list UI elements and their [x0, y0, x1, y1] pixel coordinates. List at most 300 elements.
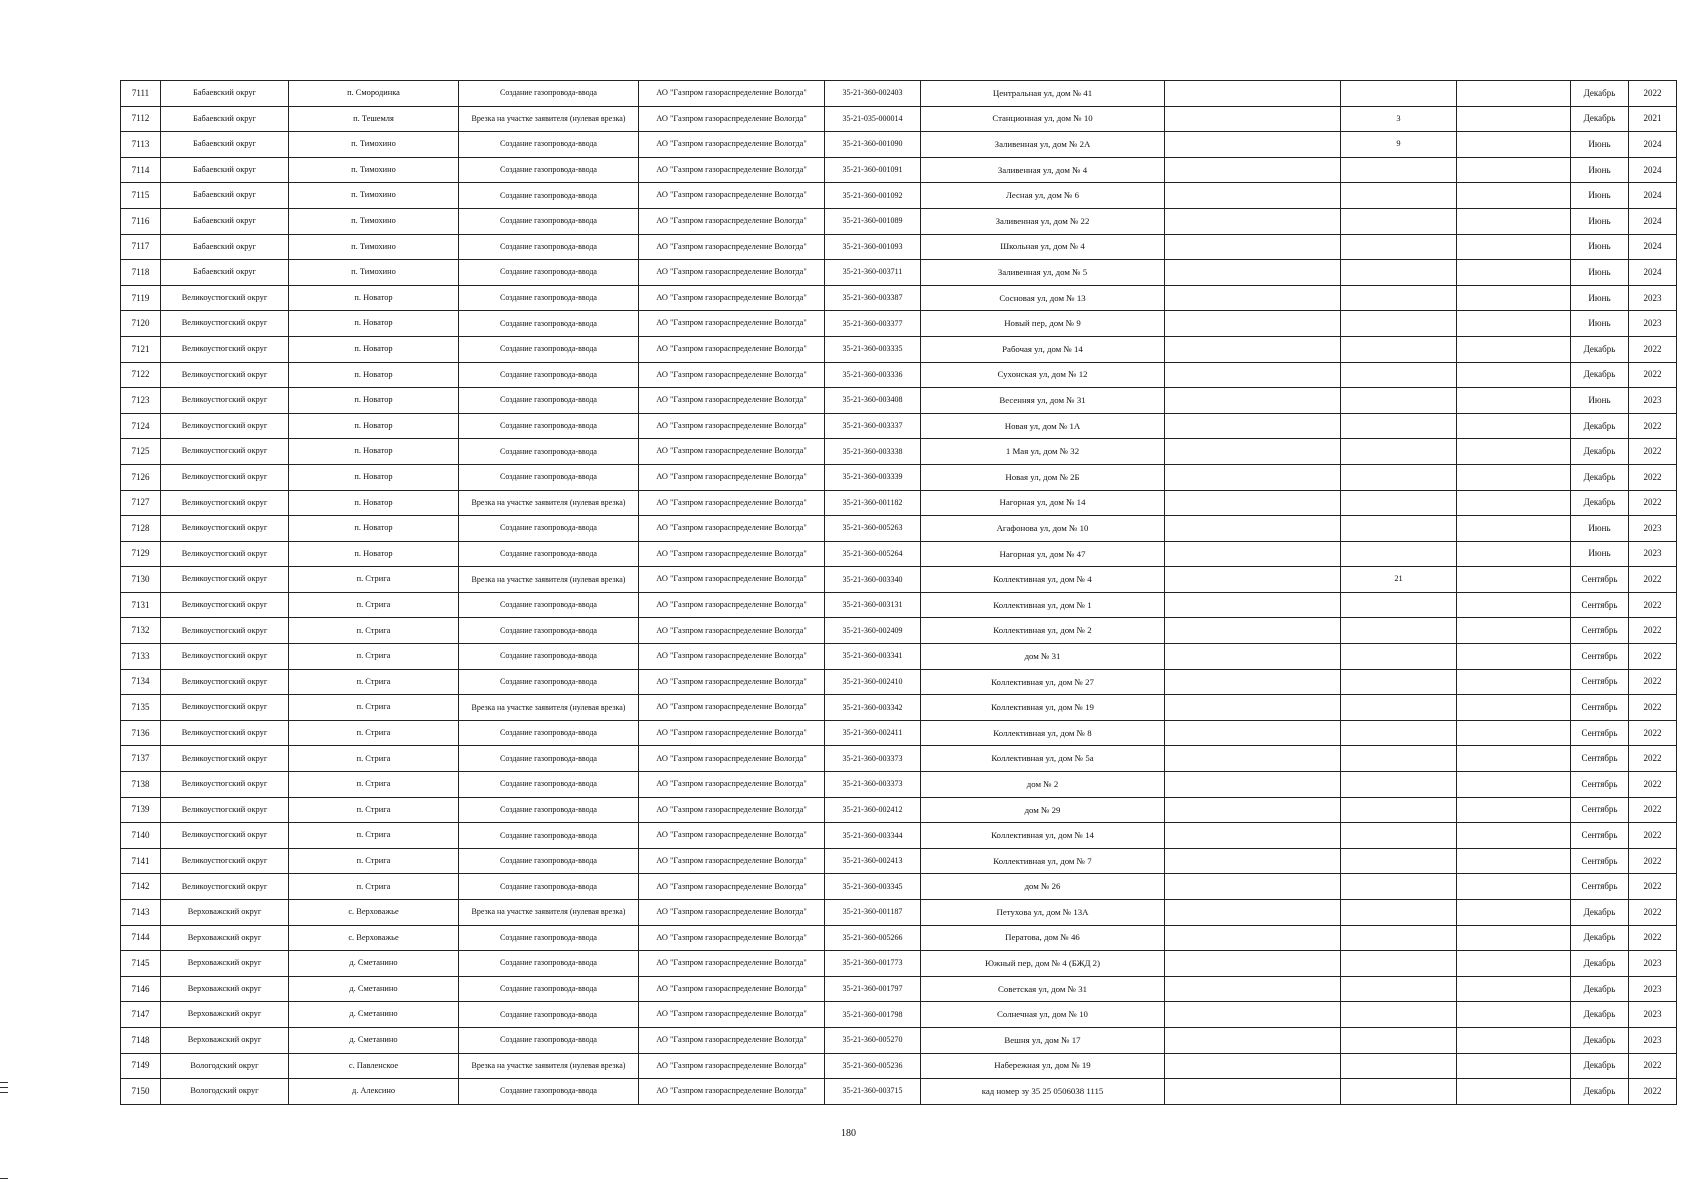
- table-row: [121, 1027, 1677, 1053]
- month-cell: Сентябрь: [1571, 772, 1629, 798]
- value-cell-1: [1165, 106, 1341, 132]
- value-cell-2: [1341, 848, 1457, 874]
- organization-cell: АО "Газпром газораспределение Вологда": [639, 81, 825, 107]
- table-row: [121, 592, 1677, 618]
- year-cell: 2024: [1629, 234, 1677, 260]
- object-code-cell: 35-21-360-003377: [825, 311, 921, 337]
- value-cell-3: [1457, 208, 1571, 234]
- settlement-cell: п. Стрига: [289, 848, 459, 874]
- table-row: [121, 132, 1677, 158]
- settlement-cell: п. Стрига: [289, 874, 459, 900]
- table-row: [121, 388, 1677, 414]
- month-cell: Июнь: [1571, 388, 1629, 414]
- district-cell: Вологодский округ: [161, 1079, 289, 1105]
- organization-cell: АО "Газпром газораспределение Вологда": [639, 260, 825, 286]
- settlement-cell: п. Новатор: [289, 311, 459, 337]
- value-cell-2: [1341, 157, 1457, 183]
- organization-cell: АО "Газпром газораспределение Вологда": [639, 720, 825, 746]
- table-row: [121, 106, 1677, 132]
- settlement-cell: п. Стрига: [289, 669, 459, 695]
- row-number: 7133: [121, 644, 161, 670]
- year-cell: 2022: [1629, 1053, 1677, 1079]
- work-type-cell: Создание газопровода-ввода: [459, 644, 639, 670]
- month-cell: Июнь: [1571, 157, 1629, 183]
- year-cell: 2022: [1629, 772, 1677, 798]
- organization-cell: АО "Газпром газораспределение Вологда": [639, 900, 825, 926]
- object-code-cell: 35-21-360-002411: [825, 720, 921, 746]
- address-cell: Коллективная ул, дом № 2: [921, 618, 1165, 644]
- value-cell-1: [1165, 772, 1341, 798]
- district-cell: Бабаевский округ: [161, 183, 289, 209]
- address-cell: Коллективная ул, дом № 27: [921, 669, 1165, 695]
- value-cell-2: [1341, 1002, 1457, 1028]
- value-cell-3: [1457, 823, 1571, 849]
- year-cell: 2022: [1629, 669, 1677, 695]
- work-type-cell: Создание газопровода-ввода: [459, 208, 639, 234]
- table-row: [121, 516, 1677, 542]
- table-row: [121, 951, 1677, 977]
- value-cell-2: [1341, 772, 1457, 798]
- address-cell: Ператова, дом № 46: [921, 925, 1165, 951]
- value-cell-1: [1165, 439, 1341, 465]
- organization-cell: АО "Газпром газораспределение Вологда": [639, 644, 825, 670]
- object-code-cell: 35-21-360-001182: [825, 490, 921, 516]
- district-cell: Великоустюгский округ: [161, 567, 289, 593]
- work-type-cell: Создание газопровода-ввода: [459, 81, 639, 107]
- district-cell: Великоустюгский округ: [161, 336, 289, 362]
- settlement-cell: п. Стрига: [289, 695, 459, 721]
- value-cell-1: [1165, 541, 1341, 567]
- month-cell: Декабрь: [1571, 900, 1629, 926]
- address-cell: Набережная ул, дом № 19: [921, 1053, 1165, 1079]
- object-code-cell: 35-21-360-001187: [825, 900, 921, 926]
- value-cell-3: [1457, 285, 1571, 311]
- value-cell-1: [1165, 900, 1341, 926]
- settlement-cell: д. Сметанино: [289, 1027, 459, 1053]
- organization-cell: АО "Газпром газораспределение Вологда": [639, 695, 825, 721]
- value-cell-2: [1341, 695, 1457, 721]
- organization-cell: АО "Газпром газораспределение Вологда": [639, 541, 825, 567]
- month-cell: Сентябрь: [1571, 592, 1629, 618]
- district-cell: Великоустюгский округ: [161, 311, 289, 337]
- row-number: 7129: [121, 541, 161, 567]
- organization-cell: АО "Газпром газораспределение Вологда": [639, 208, 825, 234]
- organization-cell: АО "Газпром газораспределение Вологда": [639, 234, 825, 260]
- value-cell-1: [1165, 746, 1341, 772]
- value-cell-1: [1165, 669, 1341, 695]
- value-cell-2: [1341, 592, 1457, 618]
- object-code-cell: 35-21-360-003373: [825, 772, 921, 798]
- year-cell: 2023: [1629, 1002, 1677, 1028]
- value-cell-3: [1457, 925, 1571, 951]
- year-cell: 2022: [1629, 746, 1677, 772]
- month-cell: Июнь: [1571, 234, 1629, 260]
- address-cell: Заливенная ул, дом № 22: [921, 208, 1165, 234]
- value-cell-1: [1165, 336, 1341, 362]
- table-row: [121, 976, 1677, 1002]
- month-cell: Июнь: [1571, 311, 1629, 337]
- year-cell: 2024: [1629, 183, 1677, 209]
- value-cell-3: [1457, 413, 1571, 439]
- value-cell-3: [1457, 132, 1571, 158]
- organization-cell: АО "Газпром газораспределение Вологда": [639, 362, 825, 388]
- value-cell-3: [1457, 695, 1571, 721]
- table-row: [121, 746, 1677, 772]
- value-cell-1: [1165, 157, 1341, 183]
- organization-cell: АО "Газпром газораспределение Вологда": [639, 823, 825, 849]
- value-cell-1: [1165, 362, 1341, 388]
- month-cell: Декабрь: [1571, 1027, 1629, 1053]
- value-cell-3: [1457, 644, 1571, 670]
- work-type-cell: Создание газопровода-ввода: [459, 848, 639, 874]
- value-cell-1: [1165, 592, 1341, 618]
- district-cell: Бабаевский округ: [161, 81, 289, 107]
- value-cell-2: [1341, 81, 1457, 107]
- year-cell: 2022: [1629, 618, 1677, 644]
- row-number: 7132: [121, 618, 161, 644]
- organization-cell: АО "Газпром газораспределение Вологда": [639, 976, 825, 1002]
- settlement-cell: п. Тимохино: [289, 260, 459, 286]
- month-cell: Сентябрь: [1571, 720, 1629, 746]
- work-type-cell: Создание газопровода-ввода: [459, 1002, 639, 1028]
- settlement-cell: п. Новатор: [289, 439, 459, 465]
- district-cell: Великоустюгский округ: [161, 388, 289, 414]
- organization-cell: АО "Газпром газораспределение Вологда": [639, 874, 825, 900]
- table-row: [121, 439, 1677, 465]
- year-cell: 2022: [1629, 848, 1677, 874]
- year-cell: 2022: [1629, 823, 1677, 849]
- organization-cell: АО "Газпром газораспределение Вологда": [639, 592, 825, 618]
- table-row: [121, 695, 1677, 721]
- value-cell-1: [1165, 81, 1341, 107]
- object-code-cell: 35-21-360-002403: [825, 81, 921, 107]
- table-row: [121, 848, 1677, 874]
- row-number: 7149: [121, 1053, 161, 1079]
- district-cell: Великоустюгский округ: [161, 644, 289, 670]
- object-code-cell: 35-21-360-003373: [825, 746, 921, 772]
- table-row: [121, 81, 1677, 107]
- year-cell: 2023: [1629, 541, 1677, 567]
- year-cell: 2024: [1629, 157, 1677, 183]
- year-cell: 2022: [1629, 797, 1677, 823]
- value-cell-2: [1341, 976, 1457, 1002]
- object-code-cell: 35-21-360-001773: [825, 951, 921, 977]
- table-body: [121, 81, 1677, 1105]
- address-cell: Сосновая ул, дом № 13: [921, 285, 1165, 311]
- value-cell-1: [1165, 413, 1341, 439]
- district-cell: Великоустюгский округ: [161, 592, 289, 618]
- district-cell: Великоустюгский округ: [161, 464, 289, 490]
- work-type-cell: Врезка на участке заявителя (нулевая врезка): [459, 567, 639, 593]
- table-row: [121, 618, 1677, 644]
- value-cell-3: [1457, 592, 1571, 618]
- work-type-cell: Создание газопровода-ввода: [459, 1079, 639, 1105]
- month-cell: Декабрь: [1571, 951, 1629, 977]
- object-code-cell: 35-21-360-001090: [825, 132, 921, 158]
- organization-cell: АО "Газпром газораспределение Вологда": [639, 336, 825, 362]
- value-cell-3: [1457, 874, 1571, 900]
- district-cell: Великоустюгский округ: [161, 746, 289, 772]
- year-cell: 2022: [1629, 1079, 1677, 1105]
- table-row: [121, 644, 1677, 670]
- value-cell-3: [1457, 464, 1571, 490]
- month-cell: Июнь: [1571, 132, 1629, 158]
- work-type-cell: Создание газопровода-ввода: [459, 439, 639, 465]
- district-cell: Верховажский округ: [161, 1027, 289, 1053]
- value-cell-2: [1341, 311, 1457, 337]
- work-type-cell: Врезка на участке заявителя (нулевая врезка): [459, 1053, 639, 1079]
- work-type-cell: Создание газопровода-ввода: [459, 362, 639, 388]
- value-cell-2: [1341, 208, 1457, 234]
- value-cell-2: [1341, 464, 1457, 490]
- value-cell-3: [1457, 106, 1571, 132]
- district-cell: Бабаевский округ: [161, 208, 289, 234]
- organization-cell: АО "Газпром газораспределение Вологда": [639, 951, 825, 977]
- organization-cell: АО "Газпром газораспределение Вологда": [639, 567, 825, 593]
- work-type-cell: Создание газопровода-ввода: [459, 772, 639, 798]
- settlement-cell: п. Стрига: [289, 772, 459, 798]
- row-number: 7136: [121, 720, 161, 746]
- month-cell: Сентябрь: [1571, 695, 1629, 721]
- address-cell: Сухонская ул, дом № 12: [921, 362, 1165, 388]
- work-type-cell: Создание газопровода-ввода: [459, 336, 639, 362]
- value-cell-3: [1457, 388, 1571, 414]
- address-cell: Заливенная ул, дом № 2А: [921, 132, 1165, 158]
- settlement-cell: д. Сметанино: [289, 976, 459, 1002]
- work-type-cell: Создание газопровода-ввода: [459, 516, 639, 542]
- district-cell: Великоустюгский округ: [161, 285, 289, 311]
- settlement-cell: с. Павленское: [289, 1053, 459, 1079]
- settlement-cell: п. Новатор: [289, 388, 459, 414]
- month-cell: Декабрь: [1571, 413, 1629, 439]
- address-cell: Новая ул, дом № 1А: [921, 413, 1165, 439]
- value-cell-1: [1165, 260, 1341, 286]
- year-cell: 2022: [1629, 567, 1677, 593]
- month-cell: Сентябрь: [1571, 823, 1629, 849]
- row-number: 7148: [121, 1027, 161, 1053]
- value-cell-2: [1341, 541, 1457, 567]
- object-code-cell: 35-21-360-005263: [825, 516, 921, 542]
- settlement-cell: п. Стрига: [289, 746, 459, 772]
- year-cell: 2022: [1629, 81, 1677, 107]
- row-number: 7140: [121, 823, 161, 849]
- value-cell-3: [1457, 516, 1571, 542]
- district-cell: Великоустюгский округ: [161, 541, 289, 567]
- row-number: 7126: [121, 464, 161, 490]
- value-cell-2: [1341, 925, 1457, 951]
- work-type-cell: Создание газопровода-ввода: [459, 413, 639, 439]
- district-cell: Великоустюгский округ: [161, 413, 289, 439]
- year-cell: 2022: [1629, 720, 1677, 746]
- organization-cell: АО "Газпром газораспределение Вологда": [639, 311, 825, 337]
- margin-mark: [0, 1087, 8, 1088]
- value-cell-2: [1341, 516, 1457, 542]
- district-cell: Великоустюгский округ: [161, 439, 289, 465]
- value-cell-2: [1341, 1027, 1457, 1053]
- work-type-cell: Создание газопровода-ввода: [459, 874, 639, 900]
- work-type-cell: Создание газопровода-ввода: [459, 388, 639, 414]
- year-cell: 2024: [1629, 260, 1677, 286]
- year-cell: 2024: [1629, 132, 1677, 158]
- row-number: 7144: [121, 925, 161, 951]
- value-cell-3: [1457, 797, 1571, 823]
- object-code-cell: 35-21-360-002409: [825, 618, 921, 644]
- table-row: [121, 1002, 1677, 1028]
- organization-cell: АО "Газпром газораспределение Вологда": [639, 490, 825, 516]
- settlement-cell: п. Тимохино: [289, 208, 459, 234]
- year-cell: 2023: [1629, 951, 1677, 977]
- settlement-cell: с. Верховажье: [289, 925, 459, 951]
- value-cell-1: [1165, 848, 1341, 874]
- value-cell-2: [1341, 900, 1457, 926]
- year-cell: 2022: [1629, 592, 1677, 618]
- value-cell-2: 21: [1341, 567, 1457, 593]
- address-cell: Станционная ул, дом № 10: [921, 106, 1165, 132]
- organization-cell: АО "Газпром газораспределение Вологда": [639, 925, 825, 951]
- month-cell: Декабрь: [1571, 1002, 1629, 1028]
- address-cell: Коллективная ул, дом № 14: [921, 823, 1165, 849]
- settlement-cell: п. Тимохино: [289, 234, 459, 260]
- object-code-cell: 35-21-360-001093: [825, 234, 921, 260]
- value-cell-3: [1457, 1053, 1571, 1079]
- district-cell: Верховажский округ: [161, 951, 289, 977]
- year-cell: 2022: [1629, 695, 1677, 721]
- district-cell: Великоустюгский округ: [161, 516, 289, 542]
- value-cell-1: [1165, 797, 1341, 823]
- value-cell-1: [1165, 388, 1341, 414]
- district-cell: Верховажский округ: [161, 925, 289, 951]
- row-number: 7141: [121, 848, 161, 874]
- year-cell: 2022: [1629, 439, 1677, 465]
- row-number: 7117: [121, 234, 161, 260]
- work-type-cell: Создание газопровода-ввода: [459, 976, 639, 1002]
- value-cell-3: [1457, 1002, 1571, 1028]
- month-cell: Июнь: [1571, 285, 1629, 311]
- value-cell-1: [1165, 234, 1341, 260]
- value-cell-3: [1457, 183, 1571, 209]
- table-row: [121, 797, 1677, 823]
- value-cell-1: [1165, 285, 1341, 311]
- district-cell: Великоустюгский округ: [161, 695, 289, 721]
- organization-cell: АО "Газпром газораспределение Вологда": [639, 848, 825, 874]
- work-type-cell: Создание газопровода-ввода: [459, 618, 639, 644]
- value-cell-3: [1457, 567, 1571, 593]
- settlement-cell: п. Стрига: [289, 644, 459, 670]
- value-cell-2: [1341, 797, 1457, 823]
- district-cell: Великоустюгский округ: [161, 362, 289, 388]
- organization-cell: АО "Газпром газораспределение Вологда": [639, 106, 825, 132]
- table-row: [121, 490, 1677, 516]
- row-number: 7114: [121, 157, 161, 183]
- table-row: [121, 413, 1677, 439]
- object-code-cell: 35-21-360-003342: [825, 695, 921, 721]
- value-cell-1: [1165, 951, 1341, 977]
- row-number: 7122: [121, 362, 161, 388]
- organization-cell: АО "Газпром газораспределение Вологда": [639, 157, 825, 183]
- address-cell: дом № 29: [921, 797, 1165, 823]
- value-cell-3: [1457, 260, 1571, 286]
- year-cell: 2022: [1629, 874, 1677, 900]
- table-row: [121, 336, 1677, 362]
- district-cell: Великоустюгский округ: [161, 669, 289, 695]
- table-row: [121, 464, 1677, 490]
- value-cell-1: [1165, 464, 1341, 490]
- month-cell: Сентябрь: [1571, 567, 1629, 593]
- settlement-cell: п. Новатор: [289, 541, 459, 567]
- value-cell-2: 3: [1341, 106, 1457, 132]
- row-number: 7113: [121, 132, 161, 158]
- table-row: [121, 157, 1677, 183]
- month-cell: Июнь: [1571, 260, 1629, 286]
- month-cell: Декабрь: [1571, 1053, 1629, 1079]
- district-cell: Верховажский округ: [161, 1002, 289, 1028]
- month-cell: Декабрь: [1571, 81, 1629, 107]
- address-cell: Нагорная ул, дом № 47: [921, 541, 1165, 567]
- year-cell: 2023: [1629, 976, 1677, 1002]
- object-code-cell: 35-21-360-003336: [825, 362, 921, 388]
- work-type-cell: Создание газопровода-ввода: [459, 285, 639, 311]
- organization-cell: АО "Газпром газораспределение Вологда": [639, 1053, 825, 1079]
- value-cell-1: [1165, 208, 1341, 234]
- month-cell: Декабрь: [1571, 439, 1629, 465]
- year-cell: 2022: [1629, 362, 1677, 388]
- month-cell: Июнь: [1571, 208, 1629, 234]
- value-cell-3: [1457, 1079, 1571, 1105]
- work-type-cell: Создание газопровода-ввода: [459, 541, 639, 567]
- value-cell-2: [1341, 746, 1457, 772]
- settlement-cell: с. Верховажье: [289, 900, 459, 926]
- table-row: [121, 720, 1677, 746]
- value-cell-1: [1165, 311, 1341, 337]
- row-number: 7137: [121, 746, 161, 772]
- row-number: 7116: [121, 208, 161, 234]
- table-row: [121, 362, 1677, 388]
- district-cell: Великоустюгский округ: [161, 848, 289, 874]
- object-code-cell: 35-21-360-003344: [825, 823, 921, 849]
- object-code-cell: 35-21-360-001089: [825, 208, 921, 234]
- district-cell: Бабаевский округ: [161, 234, 289, 260]
- value-cell-3: [1457, 951, 1571, 977]
- value-cell-1: [1165, 132, 1341, 158]
- margin-mark: [0, 1082, 8, 1083]
- row-number: 7125: [121, 439, 161, 465]
- year-cell: 2023: [1629, 1027, 1677, 1053]
- value-cell-2: [1341, 720, 1457, 746]
- table-row: [121, 823, 1677, 849]
- address-cell: Коллективная ул, дом № 19: [921, 695, 1165, 721]
- row-number: 7124: [121, 413, 161, 439]
- month-cell: Сентябрь: [1571, 644, 1629, 670]
- year-cell: 2023: [1629, 285, 1677, 311]
- object-code-cell: 35-21-360-002412: [825, 797, 921, 823]
- settlement-cell: п. Тимохино: [289, 157, 459, 183]
- value-cell-2: 9: [1341, 132, 1457, 158]
- work-type-cell: Создание газопровода-ввода: [459, 592, 639, 618]
- organization-cell: АО "Газпром газораспределение Вологда": [639, 772, 825, 798]
- work-type-cell: Создание газопровода-ввода: [459, 260, 639, 286]
- district-cell: Великоустюгский округ: [161, 797, 289, 823]
- object-code-cell: 35-21-360-003408: [825, 388, 921, 414]
- year-cell: 2022: [1629, 490, 1677, 516]
- work-type-cell: Создание газопровода-ввода: [459, 183, 639, 209]
- month-cell: Сентябрь: [1571, 797, 1629, 823]
- value-cell-3: [1457, 157, 1571, 183]
- table-row: [121, 311, 1677, 337]
- row-number: 7127: [121, 490, 161, 516]
- address-cell: Коллективная ул, дом № 1: [921, 592, 1165, 618]
- settlement-cell: п. Стрига: [289, 797, 459, 823]
- value-cell-2: [1341, 1053, 1457, 1079]
